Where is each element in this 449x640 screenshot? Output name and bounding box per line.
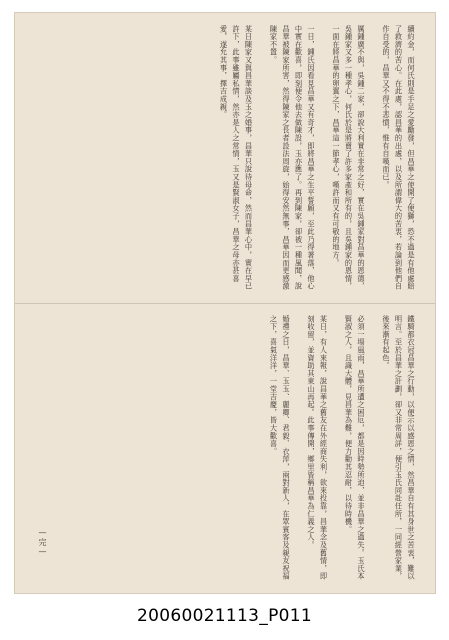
upper-body-text: 續約金，而何氏則是手足之愛勵發，但昌華之使開了便獅，恐不過是有他處賠了救濟的苦心。在此處，認昌華的出處，以及所謂偉大的苦衷，若論到他們自作自受的，昌華又不得不悲憤，惟有自嘆而已。 厲鍾廣不與，吳鍾二家，卻說大利實在非常之好，實在吳鍾家對昌華的恩德，吳鍾家又多一種孝心，何氏於是將賣了許多家產和所有的，且吳鍾家的恩情，一面在將昌華的卵翼之下，昌華這一節孝心，嘆許而又有可敬的地方。 一日，鍾氏因看見昌華又有奇才，即將昌華之生平誓願，至此乃得著落，他心中實在歡喜，即刻便令他去做陳設，玉亦應了。再到陳家，卻被一種風聞，說昌華被陳家所害，然得陳家之長者設法周旋，始得安然無事，昌華因而更感激陳家不置。 某日陳家又與昌華談及玉之婚事，昌華只說待母命，然而昌華心中，實在早已許下，此事雖屬私情，然亦是人之常情，玉又是賢淑女子，昌華之母亦甚喜愛，遂允其事，擇吉成親。 [219, 25, 416, 291]
end-mark: —完— [38, 528, 47, 557]
document-page [14, 12, 436, 594]
image-id-caption: 20060021113_P011 [137, 606, 312, 626]
lower-text-panel [15, 303, 435, 593]
lower-body-text: 鐵騎都衣冠昌華之行動，以便示以感恩之情，然昌華自有其身世之苦衷，難以明言。至於昌華之計劃，卻又非常周詳，便引玉氏同赴任所，一同經營家業，後來漸有起色。 必須一場風雨，昌華所遭之困厄，都是因時勢所迫，並非昌華之過失。玉氏本賢淑之人，且識大體，見昌華為難，便力勸其忍耐，以待時機。 某日，有人來報，說昌華之舊友在外經商失利，欲來投靠，昌華念及舊情，即刻收留，並資助其東山再起。此事傳開，鄉里皆稱昌華為仁義之人。 婚禮之日，昌華、玉玉、麗卿、君毅、衣萍，兩對新人，在眾賓客及親友祝福之下，喜氣洋洋，一堂吉慶，皆大歡喜。 [269, 315, 416, 581]
upper-text-panel [15, 13, 435, 303]
